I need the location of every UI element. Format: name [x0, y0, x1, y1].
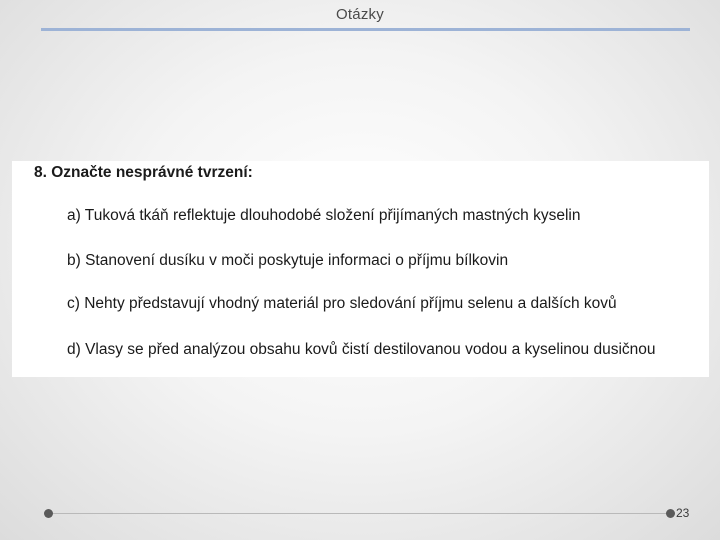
page-number: 23	[676, 506, 690, 520]
slide-title: Otázky	[336, 6, 384, 23]
title-underline	[41, 28, 690, 31]
footer-left-dot	[44, 509, 53, 518]
question-panel	[12, 161, 709, 377]
option-b: b) Stanovení dusíku v moči poskytuje informaci o příjmu bílkovin	[67, 252, 509, 269]
option-a: a) Tuková tkáň reflektuje dlouhodobé složení přijímaných mastných kyselin	[67, 207, 581, 224]
option-d: d) Vlasy se před analýzou obsahu kovů čistí destilovanou vodou a kyselinou dusičnou	[67, 341, 656, 358]
footer-right-dot	[666, 509, 675, 518]
footer-divider	[48, 513, 670, 514]
question-heading: 8. Označte nesprávné tvrzení:	[34, 164, 253, 181]
option-c: c) Nehty představují vhodný materiál pro sledování příjmu selenu a dalších kovů	[67, 295, 617, 312]
